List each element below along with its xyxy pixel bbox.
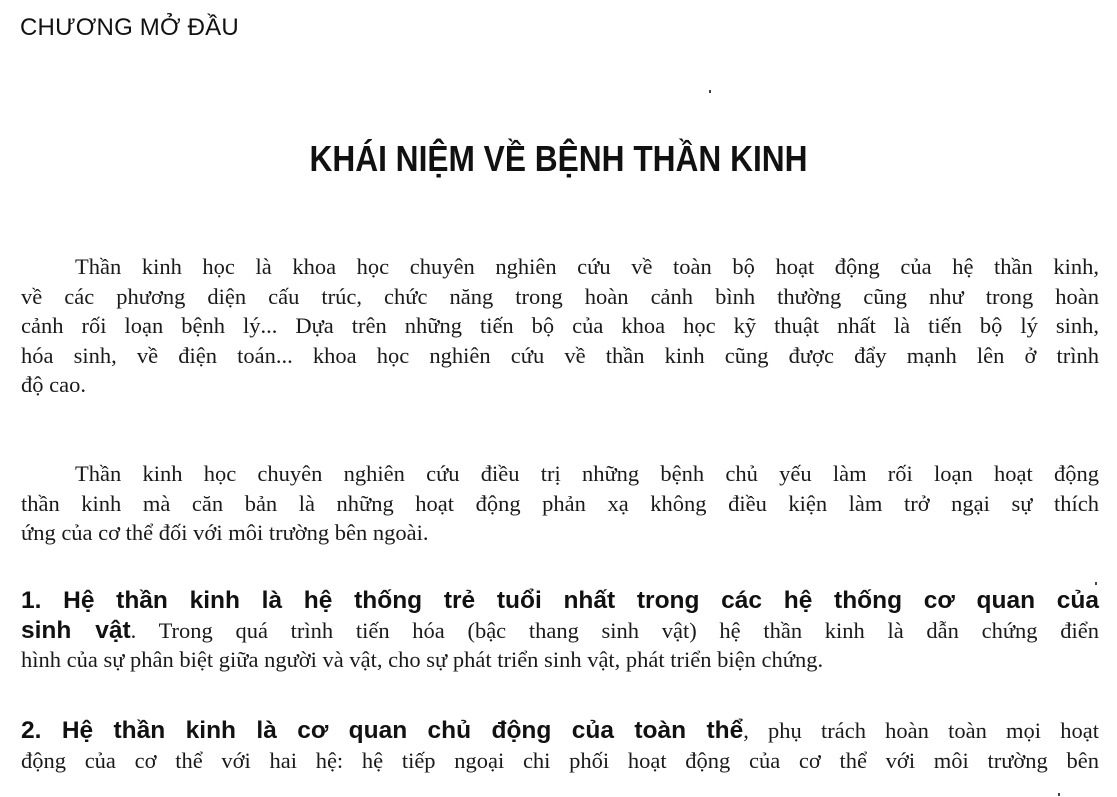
scan-speck [1058, 793, 1060, 796]
point-heading-line [21, 586, 1099, 616]
paragraph-line: cảnh rối loạn bệnh lý... Dựa trên những tiến bộ của khoa học kỹ thuật nhất là tiến bộ lý sinh, [21, 313, 1099, 338]
numbered-point-1 [21, 586, 1099, 675]
paragraph-line: ứng của cơ thể đối với môi trường bên ngoài. [21, 520, 429, 545]
scan-speck [709, 90, 711, 93]
paragraph-line: Thần kinh học chuyên nghiên cứu điều trị những bệnh chủ yếu làm rối loạn hoạt động [75, 461, 1099, 486]
paragraph-line: độ cao. [21, 372, 86, 397]
page-title: KHÁI NIỆM VỀ BỆNH THẦN KINH [309, 138, 808, 179]
paragraph-text: . Trong quá trình tiến hóa (bậc thang sinh vật) hệ thần kinh là dẫn chứng điển [130, 617, 1099, 643]
paragraph-intro [21, 252, 1099, 400]
paragraph-line [21, 616, 1099, 646]
paragraph-line: hóa sinh, về điện toán... khoa học nghiên cứu về thần kinh cũng được đẩy mạnh lên ở trình [21, 342, 1099, 368]
paragraph-line [21, 716, 1099, 746]
point-heading-text: 1. Hệ thần kinh là hệ thống trẻ tuổi nhất trong các hệ thống cơ quan của [21, 587, 1099, 614]
chapter-heading: CHƯƠNG MỞ ĐẦU [20, 14, 239, 41]
paragraph-line: về các phương diện cấu trúc, chức năng trong hoàn cảnh bình thường cũng như trong hoàn [21, 283, 1099, 309]
paragraph-text: , phụ trách hoàn toàn mọi hoạt [743, 718, 1099, 743]
point-heading-text: 2. Hệ thần kinh là cơ quan chủ động của toàn thể [21, 717, 744, 744]
paragraph-line: hình của sự phân biệt giữa người và vật, cho sự phát triển sinh vật, phát triển biện chứng. [21, 647, 824, 672]
paragraph-line: động của cơ thể với hai hệ: hệ tiếp ngoại chi phối hoạt động của cơ thể với môi trường bên [21, 747, 1099, 773]
point-heading-text: sinh vật [21, 616, 131, 644]
paragraph-line: thần kinh mà căn bản là những hoạt động phản xạ không điều kiện làm trở ngại sự thích [21, 490, 1099, 516]
paragraph-line: Thần kinh học là khoa học chuyên nghiên cứu về toàn bộ hoạt động của hệ thần kinh, [75, 254, 1099, 279]
scan-speck [1095, 582, 1097, 585]
paragraph-scope [21, 459, 1099, 548]
numbered-point-2 [21, 716, 1099, 775]
